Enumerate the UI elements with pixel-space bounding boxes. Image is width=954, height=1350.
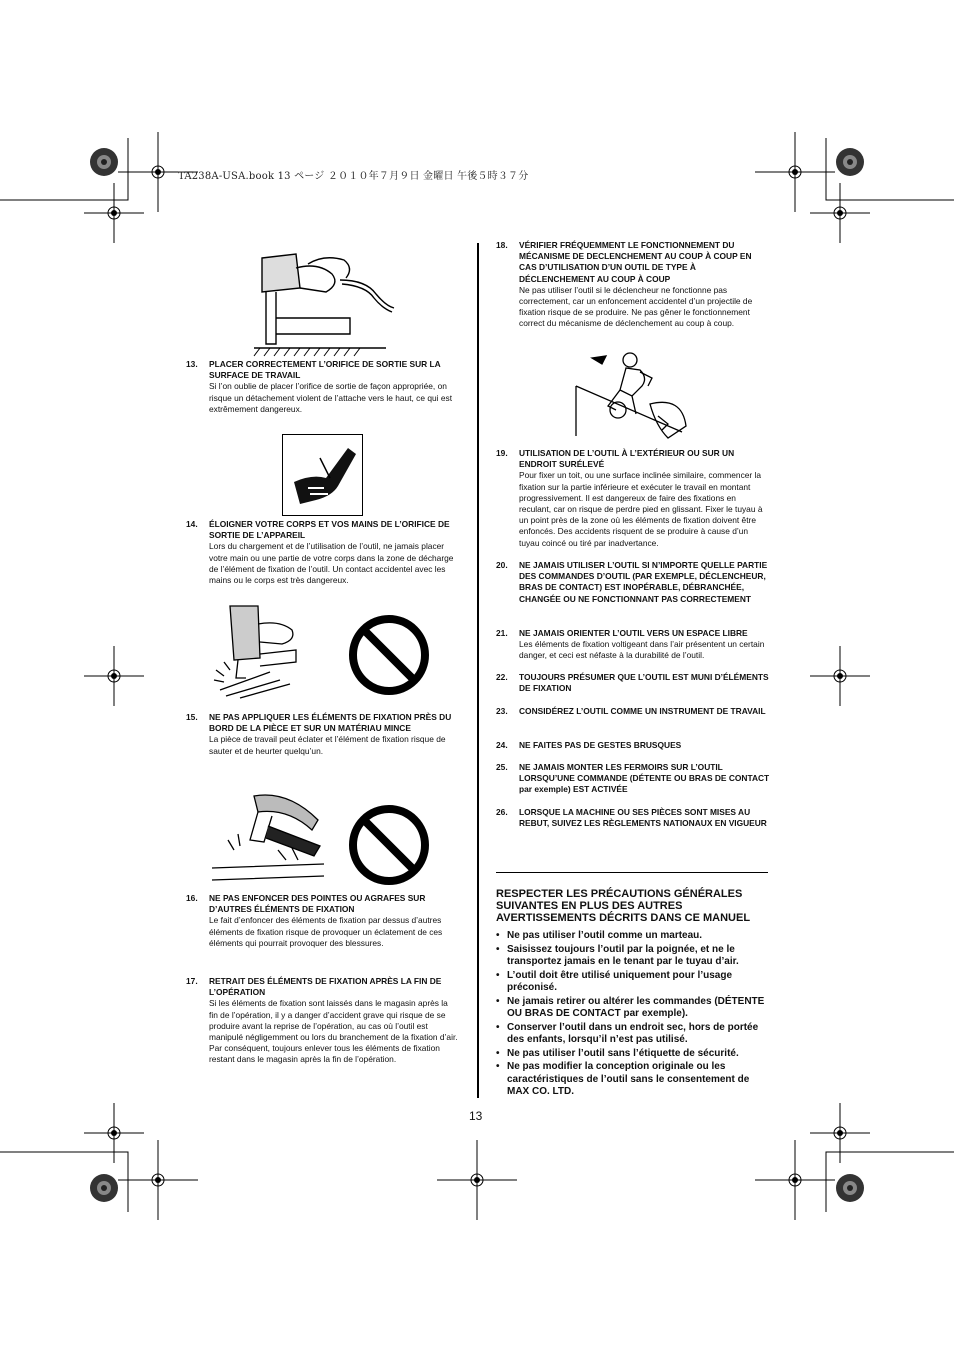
safety-item-13: 13. PLACER CORRECTEMENT L’ORIFICE DE SORTIE SUR LA SURFACE DE TRAVAIL Si l’on oublie de placer l’orifice de sortie de façon appropriée, on risque un détachement violent de l’attache vers le haut, ce qui est extrêmement dangereux.: [186, 359, 453, 414]
list-item: • Saisissez toujours l’outil par la poignée, et ne le transportez jamais en le tenant par le tuyau d’air.: [496, 944, 771, 969]
safety-item-16: 16. NE PAS ENFONCER DES POINTES OU AGRAFES SUR D’AUTRES ÉLÉMENTS DE FIXATION Le fait d’enfoncer des éléments de fixation par dessus d’autres éléments de fixation risque de provoquer un éclatement de ces éléments qui pourrait provoquer des blessures.: [186, 893, 443, 948]
safety-item-23: 23. CONSIDÉREZ L’OUTIL COMME UN INSTRUMENT DE TRAVAIL: [496, 706, 766, 716]
print-header: TA238A-USA.book 13 ページ ２０１０年７月９日 金曜日 午後５時３７分: [178, 171, 529, 182]
roof-worker-illustration: [572, 346, 692, 446]
general-precautions-list: [496, 930, 771, 1100]
list-item: • L’outil doit être utilisé uniquement pour l’usage préconisé.: [496, 970, 771, 995]
safety-item-15: 15. NE PAS APPLIQUER LES ÉLÉMENTS DE FIXATION PRÈS DU BORD DE LA PIÈCE ET SUR UN MATÉRIAU MINCE La pièce de travail peut éclater et l’élément de fixation risque de sauter et de heurter quelqu’un.: [186, 712, 452, 756]
edge-nailing-illustration: [210, 600, 310, 700]
safety-item-21: 21. NE JAMAIS ORIENTER L’OUTIL VERS UN ESPACE LIBRE Les éléments de fixation voltigeant dans l’air présentent un certain danger, et ceci est néfaste à la durabilité de l’outil.: [496, 628, 765, 661]
safety-item-20: 20. NE JAMAIS UTILISER L’OUTIL SI N’IMPORTE QUELLE PARTIE DES COMMANDES D’OUTIL (PAR EXEMPLE, DÉCLENCHEUR, BRAS DE CONTACT) EST INOPÉRABLE, DÉBRANCHÉE, CHANGÉE OU NE FONCTIONNANT PAS CORRECTEMENT: [496, 560, 768, 604]
safety-item-18: 18. VÉRIFIER FRÉQUEMMENT LE FONCTIONNEMENT DU MÉCANISME DE DECLENCHEMENT AU COUP À COUP EN CAS D’UTILISATION D’UN OUTIL DE TYPE À DÉCLENCHEMENT AU COUP À COUP Ne pas utiliser l’outil si le déclencheur ne fonctionne pas correctement, car un enfoncement accidentel d’un projectile de fixation risque de se produire. Ne pas gêner le fonctionnement correct du mécanisme de déclenchement au coup à coup.: [496, 240, 753, 329]
column-divider: [477, 243, 479, 1098]
safety-item-26: 26. LORSQUE LA MACHINE OU SES PIÈCES SONT MISES AU REBUT, SUIVEZ LES RÈGLEMENTS NATIONAUX EN VIGUEUR: [496, 807, 767, 829]
safety-item-17: 17. RETRAIT DES ÉLÉMENTS DE FIXATION APRÈS LA FIN DE L’OPÉRATION Si les éléments de fixation sont laissés dans le magasin après la fin de l’opération, il y a danger d’accident grave qui risque de se produire avant la reprise de l’opération, au cas où l’outil est manipulé négligemment ou lors du branchement de la fixation d’air. Par conséquent, toujours enlever tous les éléments de fixation restant dans le magasin après la fin de l’opération.: [186, 976, 458, 1065]
list-item: • Ne pas modifier la conception originale ou les caractéristiques de l’outil sans le consentement de MAX CO. LTD.: [496, 1061, 771, 1098]
prohibition-icon: [347, 803, 431, 887]
prohibition-icon: [347, 613, 431, 697]
list-item: • Ne jamais retirer ou altérer les commandes (DÉTENTE OU BRAS DE CONTACT par exemple).: [496, 996, 771, 1021]
safety-item-22: 22. TOUJOURS PRÉSUMER QUE L’OUTIL EST MUNI D’ÉLÉMENTS DE FIXATION: [496, 672, 769, 694]
nailer-on-surface-illustration: [236, 248, 396, 358]
safety-item-14: 14. ÉLOIGNER VOTRE CORPS ET VOS MAINS DE L’ORIFICE DE SORTIE DE L’APPAREIL Lors du chargement et de l’utilisation de l’outil, ne jamais placer votre main ou une partie de votre corps dans la zone de décharge de l’élément de fixation de l’outil. Un contact accidentel avec les mains ou le corps est très dangereux.: [186, 519, 454, 586]
general-precautions-title: RESPECTER LES PRÉCAUTIONS GÉNÉRALES SUIVANTES EN PLUS DES AUTRES AVERTISSEMENTS DÉCRITS DANS CE MANUEL: [496, 888, 751, 924]
list-item: • Conserver l’outil dans un endroit sec, hors de portée des enfants, lorsqu’il n’est pas utilisé.: [496, 1022, 771, 1047]
section-rule: [496, 872, 768, 873]
list-item: • Ne pas utiliser l’outil comme un marteau.: [496, 930, 771, 942]
safety-item-19: 19. UTILISATION DE L’OUTIL À L’EXTÉRIEUR OU SUR UN ENDROIT SURÉLEVÉ Pour fixer un toit, ou une surface inclinée similaire, commencer la fixation sur la partie inférieure et exécuter le travail en montant progressivement. Il est dangereux de faire des fixations en reculant, car on risque de perdre pied en glissant. Fixer le tuyau à un point près de la zone où les éléments de fixation doivent être enfoncés. Des accidents risquent de se produire à cause d’un tuyau coincé ou tiré par inadvertance.: [496, 448, 763, 548]
hand-warning-icon: [282, 434, 363, 516]
page-number: 13: [469, 1109, 483, 1123]
safety-item-25: 25. NE JAMAIS MONTER LES FERMOIRS SUR L’OUTIL LORSQU’UNE COMMANDE (DÉTENTE OU BRAS DE CONTACT par exemple) EST ACTIVÉE: [496, 762, 770, 795]
list-item: • Ne pas utiliser l’outil sans l’étiquette de sécurité.: [496, 1048, 771, 1060]
nail-over-nail-illustration: [208, 790, 328, 890]
safety-item-24: 24. NE FAITES PAS DE GESTES BRUSQUES: [496, 740, 682, 750]
